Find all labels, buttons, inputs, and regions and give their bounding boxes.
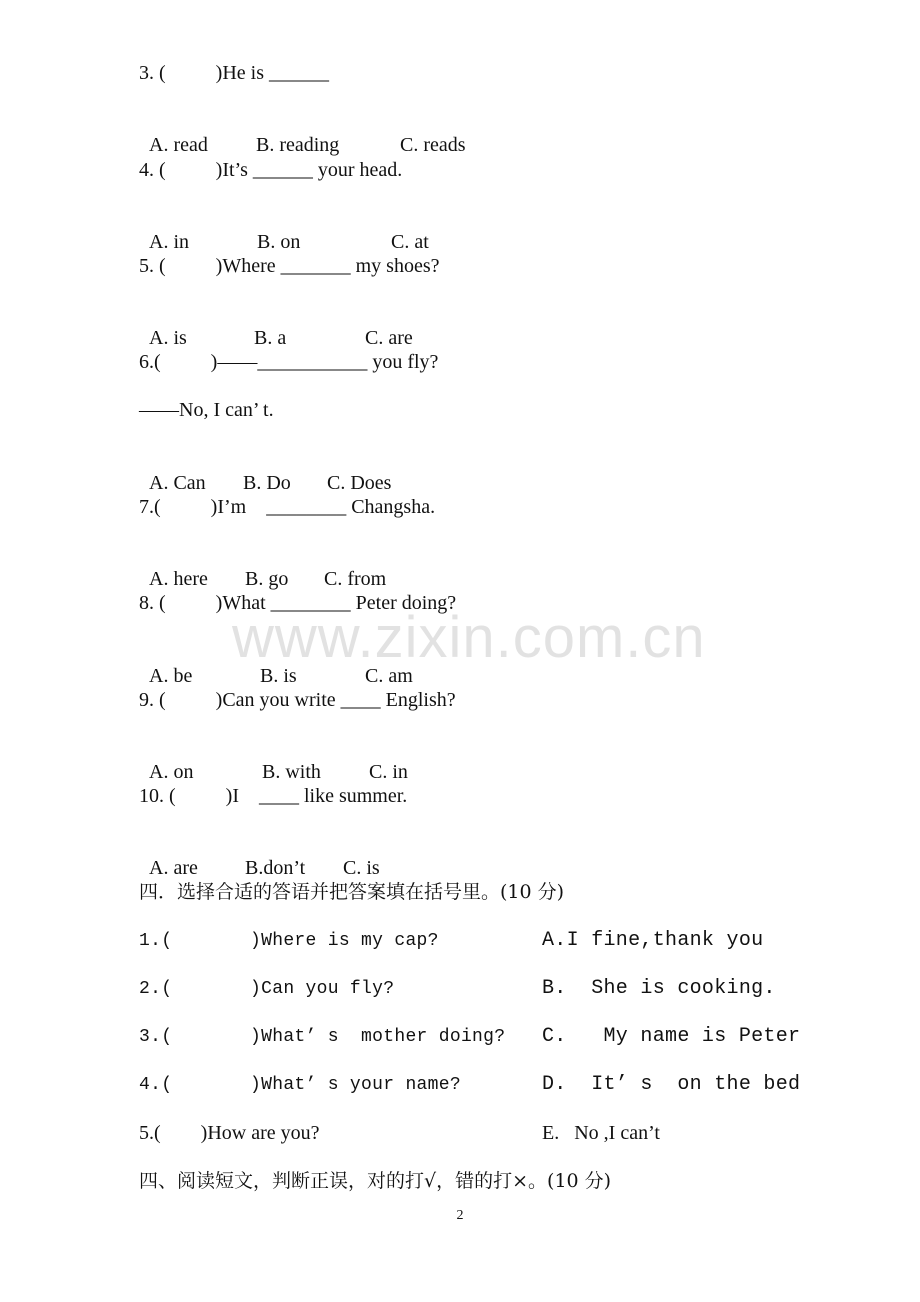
question-8-stem: 8. ( )What ________ Peter doing? — [139, 592, 457, 614]
option-a: A. are — [149, 857, 198, 879]
question-9-options — [139, 736, 408, 784]
match-question-3: 3.( )What’ s mother doing? — [139, 1027, 506, 1047]
match-answer-a: A.I fine,thank you — [542, 929, 764, 952]
question-10-options — [139, 832, 380, 880]
question-4-options — [139, 206, 429, 254]
match-question-5: 5.( )How are you? — [139, 1122, 320, 1144]
option-a: A. in — [149, 231, 189, 253]
option-a: A. Can — [149, 472, 206, 494]
question-4-stem: 4. ( )It’s ______ your head. — [139, 159, 403, 181]
question-7-options — [139, 543, 386, 591]
option-a: A. be — [149, 665, 193, 687]
option-c: C. is — [343, 857, 380, 879]
option-b: B. with — [262, 761, 321, 783]
option-c: C. are — [365, 327, 413, 349]
question-3-stem: 3. ( )He is ______ — [139, 62, 329, 84]
option-c: C. from — [324, 568, 387, 590]
option-b: B. Do — [243, 472, 291, 494]
section-5-heading: 四、阅读短文，判断正误，对的打√，错的打×。(10 分) — [139, 1170, 612, 1192]
page-number: 2 — [456, 1208, 464, 1223]
question-7-stem: 7.( )I’m ________ Changsha. — [139, 496, 436, 518]
option-c: C. reads — [400, 134, 466, 156]
option-b: B. on — [257, 231, 301, 253]
match-answer-d: D. It’ s on the bed — [542, 1073, 801, 1096]
option-b: B.don’t — [245, 857, 306, 879]
question-3-options — [139, 109, 466, 157]
match-question-1: 1.( )Where is my cap? — [139, 931, 439, 951]
option-c: C. Does — [327, 472, 392, 494]
question-6-reply: ——No, I can’ t. — [139, 399, 274, 421]
section-4-heading: 四．选择合适的答语并把答案填在括号里。(10 分) — [139, 881, 565, 903]
match-question-4: 4.( )What’ s your name? — [139, 1075, 461, 1095]
question-5-options — [139, 302, 413, 350]
match-answer-c: C. My name is Peter — [542, 1025, 801, 1048]
option-b: B. a — [254, 327, 287, 349]
watermark: www.zixin.com.cn — [232, 605, 706, 670]
question-10-stem: 10. ( )I ____ like summer. — [139, 785, 408, 807]
question-6-stem: 6.( )——___________ you fly? — [139, 351, 439, 373]
option-c: C. in — [369, 761, 408, 783]
question-5-stem: 5. ( )Where _______ my shoes? — [139, 255, 440, 277]
option-c: C. am — [365, 665, 413, 687]
option-a: A. is — [149, 327, 187, 349]
option-b: B. reading — [256, 134, 340, 156]
option-b: B. is — [260, 665, 297, 687]
option-c: C. at — [391, 231, 429, 253]
option-b: B. go — [245, 568, 289, 590]
option-a: A. read — [149, 134, 208, 156]
match-question-2: 2.( )Can you fly? — [139, 979, 395, 999]
question-6-options — [139, 447, 391, 495]
question-9-stem: 9. ( )Can you write ____ English? — [139, 689, 456, 711]
option-a: A. on — [149, 761, 194, 783]
option-a: A. here — [149, 568, 208, 590]
match-answer-e: E. No ,I can’t — [542, 1122, 660, 1144]
match-answer-b: B. She is cooking. — [542, 977, 776, 1000]
